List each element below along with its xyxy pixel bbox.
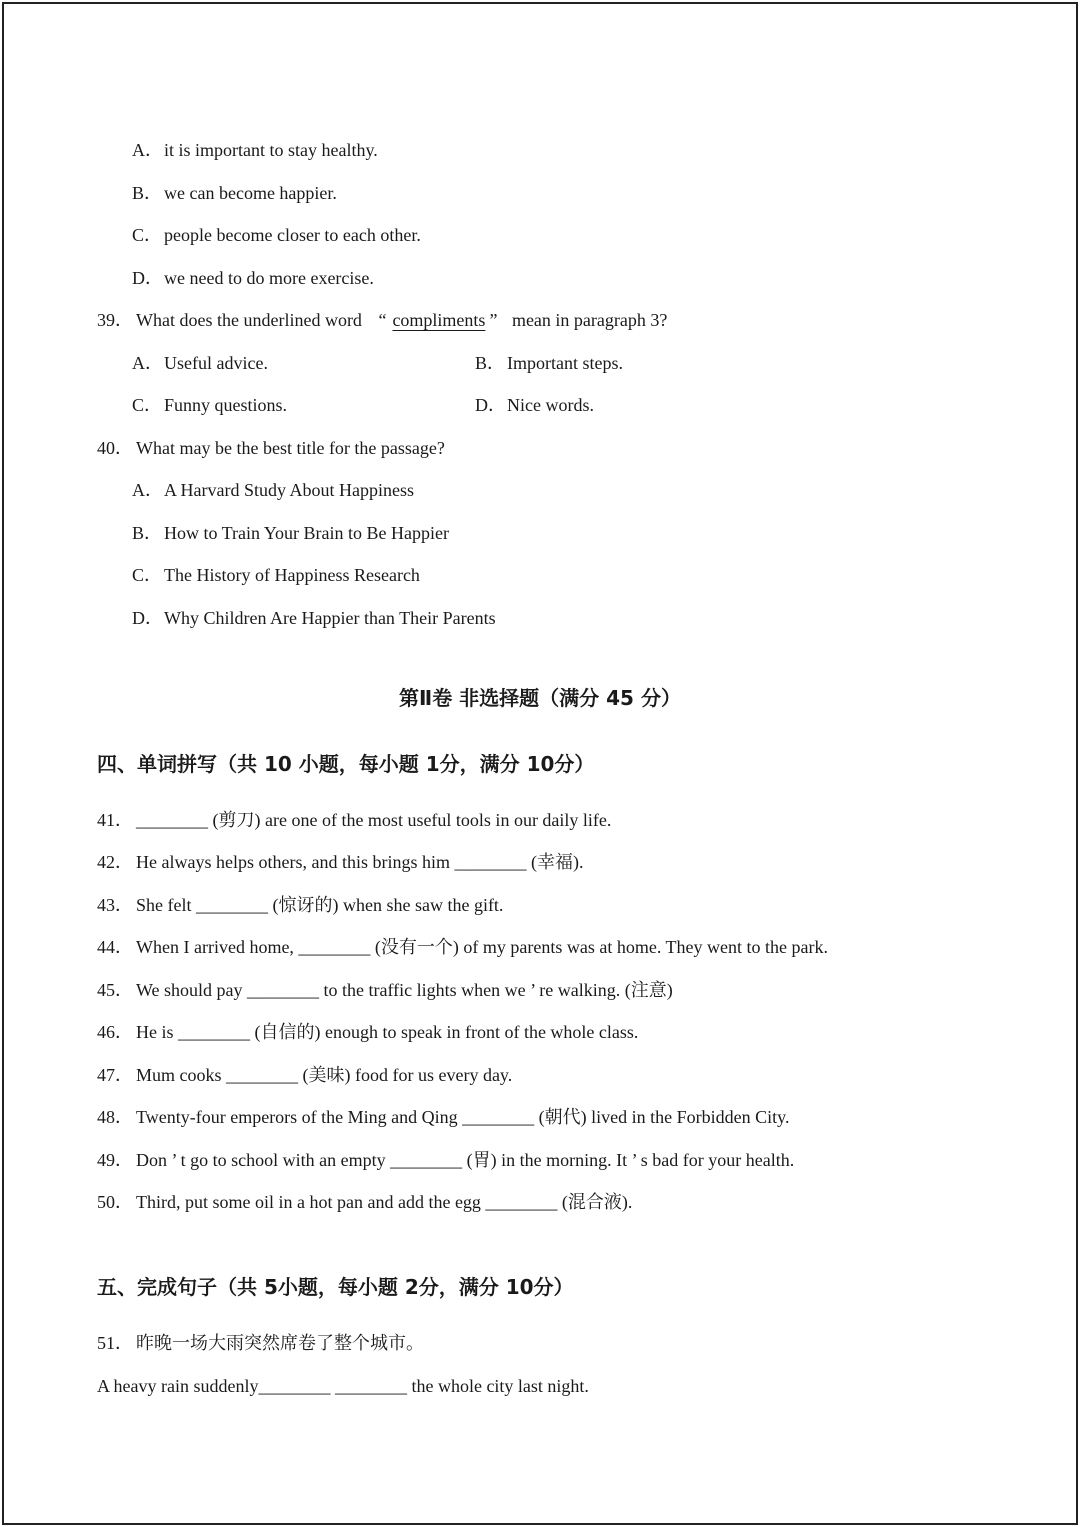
question-number: 47．: [97, 1065, 133, 1085]
question-number: 40．: [97, 438, 133, 458]
option-text: How to Train Your Brain to Be Happier: [164, 523, 450, 543]
question-49: [97, 1149, 794, 1171]
q40-option-d: [132, 607, 496, 629]
option-text: we can become happier.: [164, 183, 337, 203]
option-text: it is important to stay healthy.: [164, 140, 378, 160]
open-quote: “: [378, 310, 387, 330]
question-text: Third, put some oil in a hot pan and add the egg ________ (混合液).: [136, 1192, 633, 1212]
q40-option-c: [132, 564, 420, 586]
question-number: 39．: [97, 310, 133, 330]
option-label: B．: [132, 523, 163, 543]
question-39: [97, 309, 667, 331]
section-5-title: 五、完成句子（共 5小题，每小题 2分，满分 10分）: [97, 1275, 574, 1299]
question-text: Twenty-four emperors of the Ming and Qing ________ (朝代) lived in the Forbidden City.: [136, 1107, 790, 1127]
option-label: B．: [475, 353, 506, 373]
option-label: D．: [132, 608, 163, 628]
question-48: [97, 1106, 789, 1128]
close-quote: ”: [489, 310, 498, 330]
question-number: 50．: [97, 1192, 133, 1212]
question-number: 42．: [97, 852, 133, 872]
question-43: [97, 894, 503, 916]
option-text: The History of Happiness Research: [164, 565, 420, 585]
question-number: 45．: [97, 980, 133, 1000]
question-text: Mum cooks ________ (美味) food for us every day.: [136, 1065, 513, 1085]
q40-option-a: [132, 479, 414, 501]
option-label: D．: [475, 395, 506, 415]
option-text: Why Children Are Happier than Their Parents: [164, 608, 496, 628]
question-40: [97, 437, 445, 459]
option-text: Important steps.: [507, 353, 623, 373]
question-text: He always helps others, and this brings him ________ (幸福).: [136, 852, 584, 872]
question-text: We should pay ________ to the traffic lights when we ’ re walking. (注意): [136, 980, 673, 1000]
question-number: 44．: [97, 937, 133, 957]
option-label: A．: [132, 140, 163, 160]
question-45: [97, 979, 673, 1001]
underlined-word: compliments: [392, 310, 486, 330]
question-text: What does the underlined word: [136, 310, 367, 330]
option-label: C．: [132, 395, 163, 415]
question-text: What may be the best title for the passage?: [136, 438, 445, 458]
option-label: B．: [132, 183, 163, 203]
option-text: people become closer to each other.: [164, 225, 421, 245]
q38-option-a: [132, 139, 378, 161]
q38-option-c: [132, 224, 421, 246]
q39-option-b: [475, 352, 623, 374]
q38-option-b: [132, 182, 337, 204]
option-label: A．: [132, 353, 163, 373]
question-text: Don ’ t go to school with an empty ________ (胃) in the morning. It ’ s bad for your health.: [136, 1150, 795, 1170]
question-text: She felt ________ (惊讶的) when she saw the gift.: [136, 895, 504, 915]
option-text: we need to do more exercise.: [164, 268, 374, 288]
question-number: 49．: [97, 1150, 133, 1170]
option-label: C．: [132, 225, 163, 245]
option-text: Useful advice.: [164, 353, 268, 373]
q39-option-a: [132, 352, 268, 374]
option-label: A．: [132, 480, 163, 500]
q39-option-d: [475, 394, 594, 416]
question-number: 41．: [97, 810, 133, 830]
question-number: 48．: [97, 1107, 133, 1127]
question-text: He is ________ (自信的) enough to speak in front of the whole class.: [136, 1022, 639, 1042]
question-46: [97, 1021, 638, 1043]
question-51-english: A heavy rain suddenly________ ________ the whole city last night.: [97, 1376, 589, 1396]
question-number: 51．: [97, 1333, 133, 1353]
question-44: [97, 936, 828, 958]
option-text: Funny questions.: [164, 395, 288, 415]
question-42: [97, 851, 583, 873]
option-label: C．: [132, 565, 163, 585]
section-4-title: 四、单词拼写（共 10 小题，每小题 1分，满分 10分）: [97, 752, 595, 776]
option-text: Nice words.: [507, 395, 594, 415]
q39-option-c: [132, 394, 287, 416]
question-number: 46．: [97, 1022, 133, 1042]
q40-option-b: [132, 522, 449, 544]
question-text-tail: mean in paragraph 3?: [507, 310, 668, 330]
question-51: [97, 1332, 424, 1354]
question-41: [97, 809, 611, 831]
question-text: ________ (剪刀) are one of the most useful tools in our daily life.: [136, 810, 612, 830]
option-text: A Harvard Study About Happiness: [164, 480, 414, 500]
option-label: D．: [132, 268, 163, 288]
question-50: [97, 1191, 632, 1213]
question-chinese-text: 昨晚一场大雨突然席卷了整个城市。: [136, 1333, 424, 1353]
q38-option-d: [132, 267, 374, 289]
part-2-heading: 第Ⅱ卷 非选择题（满分 45 分）: [399, 686, 681, 710]
question-number: 43．: [97, 895, 133, 915]
question-text: When I arrived home, ________ (没有一个) of my parents was at home. They went to the park.: [136, 937, 828, 957]
question-47: [97, 1064, 512, 1086]
